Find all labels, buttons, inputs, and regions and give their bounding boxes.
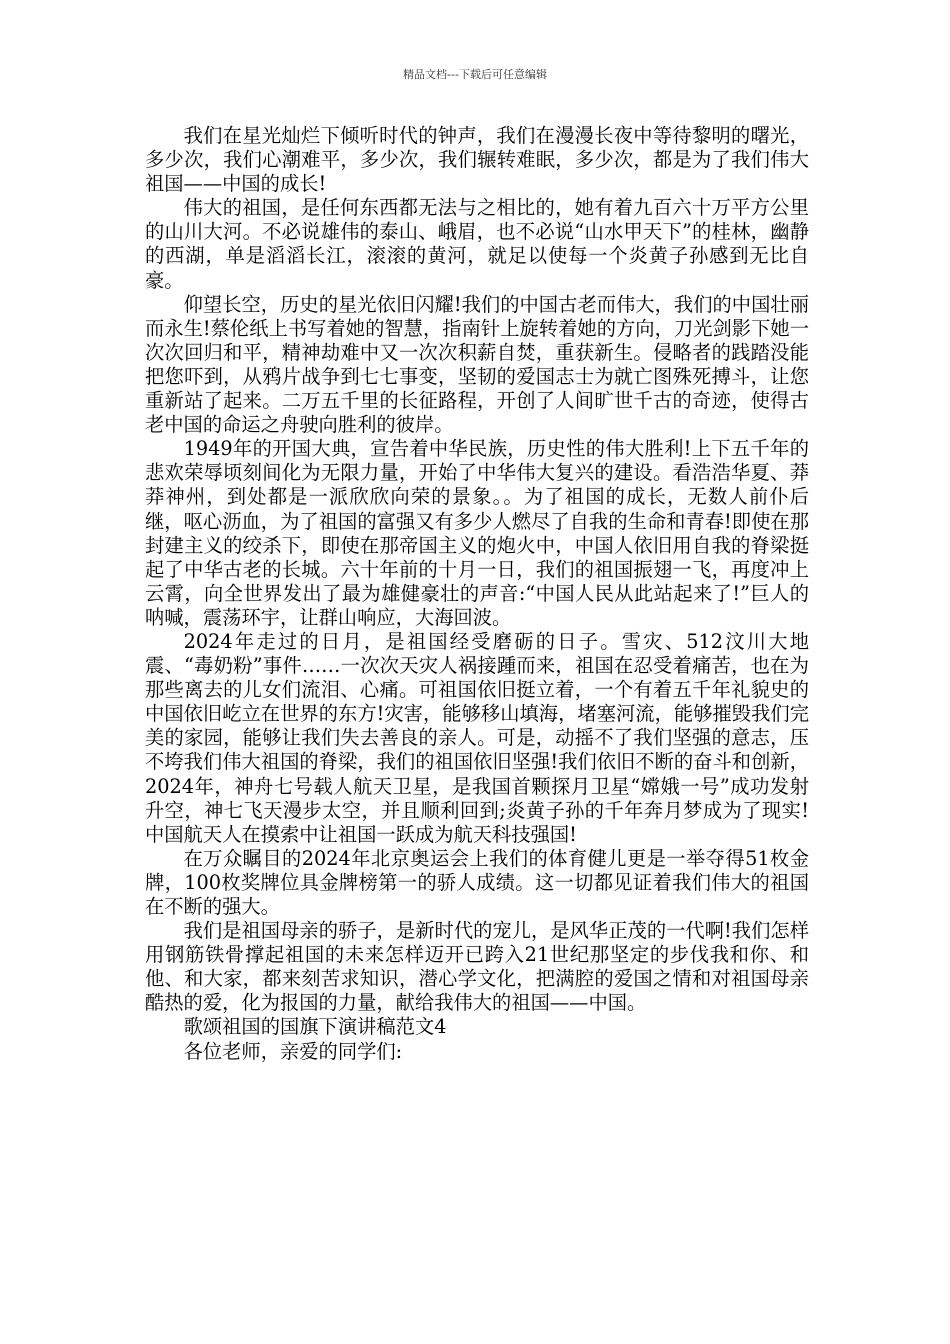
paragraph: 我们是祖国母亲的骄子，是新时代的宠儿，是风华正茂的一代啊!我们怎样用钢筋铁骨撑起祖国的未来怎样迈开已跨入21世纪那坚定的步伐我和你、和他、和大家，都来刻苦求知识，潜心学文化，把满腔的爱国之情和对祖国母亲酷热的爱，化为报国的力量，献给我伟大的祖国——中国。 [145,919,809,1015]
paragraph: 伟大的祖国，是任何东西都无法与之相比的，她有着九百六十万平方公里的山川大河。不必说雄伟的泰山、峨眉，也不必说“山水甲天下”的桂林，幽静的西湖，单是滔滔长江，滚滚的黄河，就足以使每一个炎黄子孙感到无比自豪。 [145,196,809,292]
paragraph: 在万众瞩目的2024年北京奥运会上我们的体育健儿更是一举夺得51枚金牌，100枚奖牌位具金牌榜第一的骄人成绩。这一切都见证着我们伟大的祖国在不断的强大。 [145,846,809,918]
paragraph: 1949年的开国大典，宣告着中华民族，历史性的伟大胜利!上下五千年的悲欢荣辱顷刻间化为无限力量，开始了中华伟大复兴的建设。看浩浩华夏、莽莽神州，到处都是一派欣欣向荣的景象。。为了祖国的成长，无数人前仆后继，呕心沥血，为了祖国的富强又有多少人燃尽了自我的生命和青春!即使在那封建主义的绞杀下，即使在那帝国主义的炮火中，中国人依旧用自我的脊梁挺起了中华古老的长城。六十年前的十月一日，我们的祖国振翅一飞，再度冲上云霄，向全世界发出了最为雄健豪壮的声音:“中国人民从此站起来了!”巨人的呐喊，震荡环宇，让群山响应，大海回波。 [145,437,809,629]
salutation: 各位老师，亲爱的同学们: [183,1039,403,1063]
paragraph: 仰望长空，历史的星光依旧闪耀!我们的中国古老而伟大，我们的中国壮丽而永生!蔡伦纸上书写着她的智慧，指南针上旋转着她的方向，刀光剑影下她一次次回归和平，精神劫难中又一次次积薪自焚，重获新生。侵略者的践踏没能把您吓到，从鸦片战争到七七事变，坚韧的爱国志士为就亡图殊死搏斗，让您重新站了起来。二万五千里的长征路程，开创了人间旷世千古的奇迹，使得古老中国的命运之舟驶向胜利的彼岸。 [145,292,809,437]
section-heading: 歌颂祖国的国旗下演讲稿范文4 [183,1015,447,1039]
page-header: 精品文档---下载后可任意编辑 [403,68,547,81]
paragraph: 我们在星光灿烂下倾听时代的钟声，我们在漫漫长夜中等待黎明的曙光，多少次，我们心潮难平，多少次，我们辗转难眠，多少次，都是为了我们伟大祖国——中国的成长! [145,124,809,196]
paragraph: 2024年走过的日月，是祖国经受磨砺的日子。雪灾、512汶川大地震、“毒奶粉”事件……一次次天灾人祸接踵而来，祖国在忍受着痛苦，也在为那些离去的儿女们流泪、心痛。可祖国依旧挺立着，一个有着五千年礼貌史的中国依旧屹立在世界的东方!灾害，能够移山填海，堵塞河流，能够摧毁我们完美的家园，能够让我们失去善良的亲人。可是，动摇不了我们坚强的意志，压不垮我们伟大祖国的脊梁，我们的祖国依旧坚强!我们依旧不断的奋斗和创新，2024年，神舟七号载人航天卫星，是我国首颗探月卫星“嫦娥一号”成功发射升空，神七飞天漫步太空，并且顺利回到;炎黄子孙的千年奔月梦成为了现实!中国航天人在摸索中让祖国一跃成为航天科技强国! [145,629,809,846]
document-body [145,124,809,1064]
